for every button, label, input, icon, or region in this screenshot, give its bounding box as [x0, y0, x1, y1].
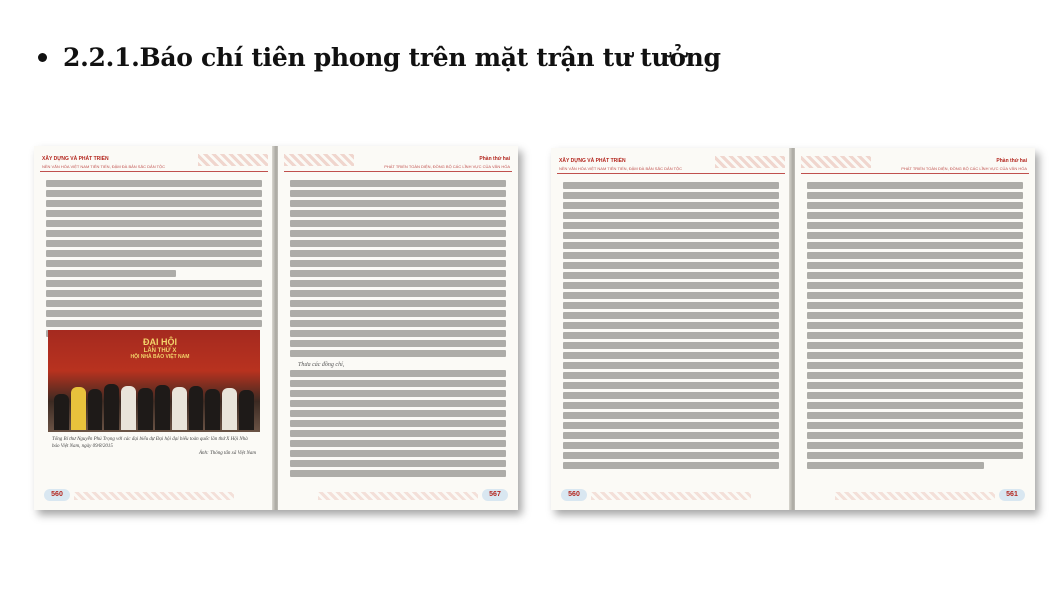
- running-head: [557, 156, 785, 178]
- person-figure: [138, 388, 153, 430]
- text-line: [563, 272, 779, 279]
- text-line: [563, 292, 779, 299]
- text-line: [563, 312, 779, 319]
- text-line: [46, 270, 176, 277]
- text-line: [807, 412, 1023, 419]
- text-line: [46, 250, 262, 257]
- running-head-title: Phần thứ hai: [996, 158, 1027, 164]
- text-line: [290, 380, 506, 387]
- text-line: [563, 432, 779, 439]
- page-text-block: [807, 182, 1023, 472]
- running-head-title: Phần thứ hai: [479, 156, 510, 162]
- person-figure: [121, 386, 136, 430]
- text-line: [563, 242, 779, 249]
- text-line: [563, 232, 779, 239]
- text-line: [290, 430, 506, 437]
- text-line: [563, 332, 779, 339]
- text-line: [807, 312, 1023, 319]
- page-number: 567: [482, 489, 508, 501]
- text-line: [807, 352, 1023, 359]
- running-head: [284, 154, 512, 176]
- text-line: [290, 400, 506, 407]
- person-figure: [88, 389, 103, 430]
- text-line: [807, 262, 1023, 269]
- text-line: [807, 362, 1023, 369]
- text-line: [290, 180, 506, 187]
- ornament-pattern: [198, 154, 268, 166]
- text-line: [807, 272, 1023, 279]
- text-line: [290, 350, 506, 357]
- text-line: [563, 452, 779, 459]
- text-line: [290, 330, 506, 337]
- text-line: [563, 462, 779, 469]
- text-line: [807, 252, 1023, 259]
- text-line: [807, 222, 1023, 229]
- text-line: [807, 452, 1023, 459]
- text-line: [46, 190, 262, 197]
- text-line: [290, 230, 506, 237]
- text-line: [807, 282, 1023, 289]
- text-line: [290, 240, 506, 247]
- person-figure: [172, 387, 187, 430]
- text-line: [807, 322, 1023, 329]
- text-line: [563, 182, 779, 189]
- text-line: [807, 292, 1023, 299]
- running-head-subtitle: NỀN VĂN HÓA VIỆT NAM TIÊN TIẾN, ĐẬM ĐÀ BẢN SẮC DÂN TỘC: [559, 166, 683, 171]
- text-line: [46, 280, 262, 287]
- text-line: [290, 290, 506, 297]
- person-figure: [71, 387, 86, 430]
- text-line: [807, 342, 1023, 349]
- running-head-rule: [801, 173, 1029, 174]
- person-figure: [239, 390, 254, 430]
- text-line: [563, 222, 779, 229]
- text-line: [807, 442, 1023, 449]
- text-line: [807, 212, 1023, 219]
- person-figure: [189, 386, 204, 430]
- text-line: [807, 462, 984, 469]
- running-head-rule: [557, 173, 785, 174]
- text-line: [290, 260, 506, 267]
- running-head-subtitle: NỀN VĂN HÓA VIỆT NAM TIÊN TIẾN, ĐẬM ĐÀ BẢN SẮC DÂN TỘC: [42, 164, 166, 169]
- page-text-block: [563, 182, 779, 472]
- text-line: [563, 392, 779, 399]
- text-line: [290, 320, 506, 327]
- text-line: [807, 422, 1023, 429]
- text-line: [290, 340, 506, 347]
- text-line: [290, 410, 506, 417]
- text-line: [46, 200, 262, 207]
- person-figure: [155, 385, 170, 430]
- text-line: [290, 440, 506, 447]
- text-line: [46, 230, 262, 237]
- running-head-rule: [40, 171, 268, 172]
- congress-photo: [48, 330, 260, 432]
- text-line: [563, 402, 779, 409]
- page-number: 561: [999, 489, 1025, 501]
- text-line: [46, 180, 262, 187]
- text-line: [290, 200, 506, 207]
- ornament-pattern: [801, 156, 871, 168]
- text-line: [563, 252, 779, 259]
- text-line: [46, 290, 262, 297]
- text-line: [46, 220, 262, 227]
- text-line: [46, 310, 262, 317]
- text-line: [563, 362, 779, 369]
- text-line: [46, 260, 262, 267]
- footer-ornament: [835, 492, 995, 500]
- text-line: [290, 420, 506, 427]
- text-line: [46, 240, 262, 247]
- page-text-block: [46, 180, 262, 340]
- text-line: [290, 280, 506, 287]
- text-line: [290, 310, 506, 317]
- photo-banner: ĐẠI HỘI LẦN THỨ X HỘI NHÀ BÁO VIỆT NAM: [130, 337, 190, 360]
- text-line: [290, 450, 506, 457]
- text-line: [563, 382, 779, 389]
- text-line: [563, 342, 779, 349]
- text-line: [563, 442, 779, 449]
- running-head-subtitle: PHÁT TRIỂN TOÀN DIỆN, ĐỒNG BỘ CÁC LĨNH VỰC CỦA VĂN HÓA: [901, 166, 1027, 171]
- text-line: [290, 210, 506, 217]
- text-line: [807, 202, 1023, 209]
- footer-ornament: [591, 492, 751, 500]
- book-page-left: [551, 148, 791, 510]
- running-head-title: XÂY DỰNG VÀ PHÁT TRIỂN: [559, 158, 626, 164]
- running-head-rule: [284, 171, 512, 172]
- text-line: [563, 302, 779, 309]
- book-spread-2: [551, 148, 1035, 510]
- running-head-title: XÂY DỰNG VÀ PHÁT TRIỂN: [42, 156, 109, 162]
- text-line: [807, 392, 1023, 399]
- section-heading: [38, 38, 721, 76]
- subheading: Thưa các đồng chí,: [298, 362, 345, 368]
- page-text-block: [290, 180, 506, 480]
- book-page-left: [34, 146, 274, 510]
- text-line: [563, 192, 779, 199]
- text-line: [807, 382, 1023, 389]
- footer-ornament: [74, 492, 234, 500]
- text-line: [807, 432, 1023, 439]
- text-line: [290, 270, 506, 277]
- text-line: [46, 320, 262, 327]
- text-line: [290, 300, 506, 307]
- running-head: [801, 156, 1029, 178]
- person-figure: [54, 394, 69, 430]
- running-head: [40, 154, 268, 176]
- footer-ornament: [318, 492, 478, 500]
- text-line: [290, 250, 506, 257]
- text-line: [46, 300, 262, 307]
- photo-caption: Tổng Bí thư Nguyễn Phú Trọng với các đại biểu dự Đại hội đại biểu toàn quốc lần thứ X Hội Nhà báo Việt Nam, ngày 09/8/2015 Ảnh: Thông tấn xã Việt Nam: [52, 437, 256, 456]
- page-number: 560: [561, 489, 587, 501]
- ornament-pattern: [715, 156, 785, 168]
- person-figure: [205, 389, 220, 430]
- book-page-right: [795, 148, 1035, 510]
- text-line: [807, 402, 1023, 409]
- photo-people: [54, 378, 254, 430]
- text-line: [290, 390, 506, 397]
- text-line: [563, 422, 779, 429]
- text-line: [807, 332, 1023, 339]
- text-line: [563, 372, 779, 379]
- text-line: [563, 202, 779, 209]
- text-line: [290, 220, 506, 227]
- text-line: [46, 210, 262, 217]
- text-line: [807, 232, 1023, 239]
- text-line: [290, 460, 506, 467]
- person-figure: [104, 384, 119, 430]
- page-number: 560: [44, 489, 70, 501]
- text-line: [563, 322, 779, 329]
- text-line: [807, 242, 1023, 249]
- text-line: [807, 302, 1023, 309]
- text-line: [290, 370, 506, 377]
- running-head-subtitle: PHÁT TRIỂN TOÀN DIỆN, ĐỒNG BỘ CÁC LĨNH VỰC CỦA VĂN HÓA: [384, 164, 510, 169]
- bullet-icon: [38, 53, 47, 62]
- text-line: [807, 372, 1023, 379]
- section-heading-text: 2.2.1.Báo chí tiên phong trên mặt trận tư tưởng: [63, 42, 721, 72]
- text-line: [563, 282, 779, 289]
- text-line: [290, 470, 506, 477]
- text-line: [563, 412, 779, 419]
- ornament-pattern: [284, 154, 354, 166]
- text-line: [563, 262, 779, 269]
- text-line: [563, 352, 779, 359]
- book-spread-1: [34, 146, 518, 510]
- text-line: [807, 182, 1023, 189]
- text-line: [563, 212, 779, 219]
- book-page-right: [278, 146, 518, 510]
- person-figure: [222, 388, 237, 430]
- text-line: [807, 192, 1023, 199]
- text-line: [290, 190, 506, 197]
